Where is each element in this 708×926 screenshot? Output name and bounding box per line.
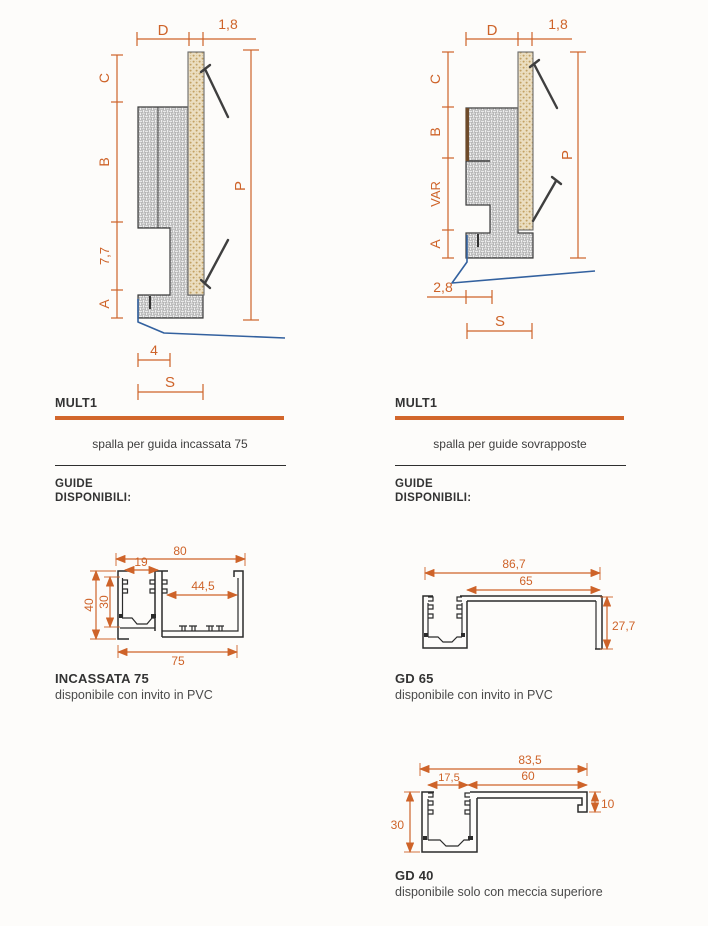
profile-name: GD 40	[395, 868, 434, 883]
profile-outline	[422, 792, 587, 852]
dim-bottom	[138, 342, 203, 400]
divider-rule	[55, 465, 286, 466]
dim-label-c: C	[96, 72, 112, 84]
dim-label-40: 40	[82, 598, 96, 612]
dim-label-b: B	[427, 127, 443, 137]
dim-label-h30: 30	[390, 818, 404, 832]
guides-label-line2: DISPONIBILI:	[55, 492, 132, 504]
profile-name: INCASSATA 75	[55, 671, 149, 686]
dim-label-75: 75	[171, 654, 185, 668]
profile-gd40-drawing	[391, 753, 615, 852]
section-title: MULT1	[395, 396, 438, 410]
dim-label-277: 27,7	[612, 619, 636, 633]
profile-desc: disponibile con invito in PVC	[395, 688, 553, 702]
guides-label	[55, 477, 285, 505]
screw-bottom	[533, 177, 561, 221]
right-section-header	[395, 396, 625, 505]
right-section-drawing	[427, 16, 595, 339]
profile-outline	[118, 571, 243, 639]
dim-label-4: 4	[150, 342, 158, 358]
dim-label-c: C	[427, 73, 443, 85]
divider-rule	[395, 465, 626, 466]
dim-label-b: B	[96, 157, 112, 167]
dim-label-835: 83,5	[518, 753, 542, 767]
profile-gd40-label	[395, 868, 603, 899]
guides-label	[395, 477, 625, 505]
section-title: MULT1	[55, 396, 98, 410]
dim-label-s: S	[164, 374, 176, 391]
dim-top	[137, 16, 256, 46]
profile-incassata75-drawing	[82, 544, 245, 668]
profile-incassata75-label	[55, 671, 213, 702]
wood-strip	[466, 108, 470, 161]
panel-section	[188, 52, 204, 295]
dim-bottom	[427, 279, 532, 339]
left-section-drawing	[96, 16, 285, 400]
screw-bottom	[201, 240, 228, 288]
dim-label-445: 44,5	[191, 579, 215, 593]
dim-p	[232, 50, 259, 320]
dim-label-867: 86,7	[502, 557, 526, 571]
dim-label-18: 1,8	[218, 16, 238, 32]
profile-dimensions	[82, 544, 245, 668]
dim-label-10: 10	[601, 797, 615, 811]
dim-label-p: P	[559, 149, 576, 161]
profile-name: GD 65	[395, 671, 434, 686]
dim-label-19: 19	[134, 555, 148, 569]
dim-label-80: 80	[173, 544, 187, 558]
guides-label-line1: GUIDE	[395, 478, 433, 490]
dim-label-a: A	[427, 239, 443, 249]
profile-outline	[423, 596, 602, 649]
dim-label-18: 1,8	[548, 16, 568, 32]
dim-label-65: 65	[519, 574, 533, 588]
profile-desc: disponibile con invito in PVC	[55, 688, 213, 702]
dim-label-30: 30	[97, 595, 111, 609]
dim-p	[559, 52, 586, 258]
profile-gd65-drawing	[423, 557, 636, 649]
section-caption: spalla per guide sovrapposte	[433, 437, 587, 451]
guides-label-line2: DISPONIBILI:	[395, 492, 472, 504]
accent-bar	[55, 416, 284, 420]
dim-top	[466, 16, 572, 46]
dim-label-175: 17,5	[438, 772, 460, 784]
guides-label-line1: GUIDE	[55, 478, 93, 490]
section-caption: spalla per guida incassata 75	[92, 437, 248, 451]
dim-label-d: D	[486, 22, 498, 39]
screw-top	[530, 60, 557, 108]
panel-section	[518, 52, 533, 230]
dim-label-77: 7,7	[97, 246, 112, 266]
dim-left-stack	[96, 55, 123, 318]
dim-label-var: VAR	[428, 181, 443, 207]
dim-label-p: P	[232, 180, 249, 192]
dim-left-stack	[427, 52, 454, 258]
dim-label-28: 2,8	[433, 279, 453, 295]
left-section-header	[55, 396, 285, 505]
dim-label-d: D	[157, 22, 169, 39]
profile-desc: disponibile solo con meccia superiore	[395, 885, 603, 899]
screw-top	[201, 65, 228, 117]
dim-label-60: 60	[521, 769, 535, 783]
dim-label-a: A	[96, 299, 112, 309]
dim-label-s: S	[494, 313, 506, 330]
accent-bar	[395, 416, 624, 420]
profile-gd65-label	[395, 671, 553, 702]
profile-dimensions	[425, 557, 636, 649]
